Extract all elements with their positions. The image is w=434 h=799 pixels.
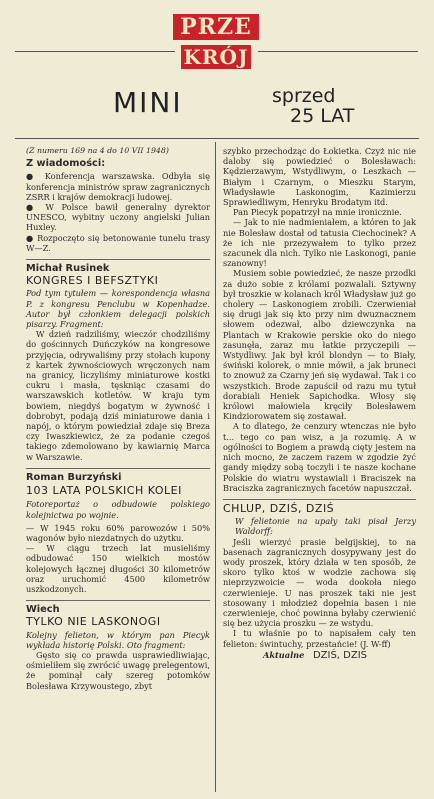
logo-bottom: KRÓJ xyxy=(181,45,251,69)
section-rule xyxy=(223,499,416,500)
footer-title: DZIŚ, DZIŚ xyxy=(312,649,368,661)
article-body: — Jak to nie nadmieniałem, a któren to jak nie Bolesław dostał od tatusia Ciechocinek? A że ich nie przezywałem to tylko przez szacunek dla nich. Tylko nie Laskonogi, panie szanowny! xyxy=(223,217,416,269)
mini-title: MINI xyxy=(113,86,183,119)
article-body: Pan Piecyk popatrzył na mnie ironicznie. xyxy=(233,207,402,218)
news-item: ● Konferencja warszawska. Odbyła się konferencja ministrów spraw zagranicznych ZSRR i krajów demokracji ludowej. xyxy=(26,171,210,202)
news-item: ● W Polsce bawił generalny dyrektor UNESCO, wybitny uczony angielski Julian Huxley. xyxy=(26,202,210,233)
article-intro: Kolejny felieton, w którym pan Piecyk wykłada historię Polski. Oto fragment: xyxy=(26,629,210,650)
left-column xyxy=(26,146,210,691)
article-intro: Fotoreportaż o odbudowie polskiego kolejnictwa po wojnie. xyxy=(26,499,210,520)
sprzed-word: sprzed xyxy=(272,85,336,107)
footer-label: Aktualne xyxy=(263,649,305,660)
years-label: 25 LAT xyxy=(290,105,355,127)
section-rule xyxy=(26,468,210,469)
article-intro: W felietonie na upały taki pisał Jerzy Waldorff: xyxy=(235,516,416,537)
article-author: Wiech xyxy=(26,604,60,616)
article-title: CHLUP, DZIŚ, DZIŚ xyxy=(223,501,335,515)
sprzed-title xyxy=(272,86,354,126)
right-column xyxy=(223,146,416,661)
article-intro: Pod tym tytułem — korespondencja własna P. z kongresu Penclubu w Kopenhadze. Autor był członkiem delegacji polskich pisarzy. Fragment: xyxy=(26,288,210,330)
article-body: I tu właśnie po to napisałem cały ten felieton: świntuchy, przestańcie! (J. W-ff) xyxy=(223,628,416,649)
column-divider xyxy=(215,142,216,792)
section-rule xyxy=(26,259,210,260)
section-rule xyxy=(26,600,210,601)
header-bottom-rule xyxy=(15,138,419,139)
news-heading: Z wiadomości: xyxy=(26,158,106,170)
article-body: Gęsto się co prawda usprawiedliwiając, ośmieliłem się zwrócić uwagę prelegentowi, że pominął cały szereg potomków Bolesława Krzywoustego, zbyt xyxy=(26,649,210,691)
logo-top: PRZE xyxy=(173,14,259,40)
article-body: — W 1945 roku 60% parowozów i 50% wagonów było niezdatnych do użytku. xyxy=(26,522,210,543)
article-body: Jeśli wierzyć prasie belgijskiej, to na basenach zagranicznych dosypywany jest do wody proszek, który działa w ten sposób, że skoro tylko ktoś w wodzie zachowa się nieprzyzwoicie — woda dookoła niego czerwienieje. U nas proszek taki nie jest stosowany i młodzież dopełnia basen i nie czerwienieje, choć powinna byłaby czerwienić się bez użycia proszku — ze wstydu. xyxy=(223,536,416,629)
news-item: ● Rozpoczęto się betonowanie tunelu trasy W—Z. xyxy=(26,232,210,253)
article-author: Michał Rusinek xyxy=(26,263,110,275)
article-body: szybko przechodząc do Łokietka. Czyż nic nie daloby się powiedzieć o Bolesławach: Kędzierzawym, Wstydliwym, o Leszkach — Białym i Czarnym, o Mieszku Starym, Władysławie Laskonogim, Kazimierzu Sprawiedliwym, Henryku Brodatym itd. xyxy=(223,146,416,208)
article-title: 103 LATA POLSKICH KOLEI xyxy=(26,484,182,498)
article-body: W dzień radziliśmy, wieczór chodziliśmy do gościnnych Duńczyków na kongresowe przyjęcia, odrywaliśmy przy stołach kupony z kartek żywnościowych wręczonych nam na granicy, liczyliśmy miniaturowe kostki cukru i masła, tęskniąc czasami do warszawskich kotletów. W kraju tym bowiem, niegdyś bogatym w żywność i dobrobyt, podają dziś miniaturowe dania i napój, o którym powiedział zdaje się Breza czy Iwaszkiewicz, że za podanie czegoś takiego zdemolowano by kawiarnię Marca w Warszawie. xyxy=(26,329,210,462)
article-title: KONGRES I BEFSZTYKI xyxy=(26,274,159,288)
article-body: A to dlatego, że cenzury wtenczas nie było t... tego co pan wisz, a ja rozumię. A w ogólności to Bogiem a prawdą cięty jestem na nich mocno, że zaczem razem w zgodzie żyć gandy między sobą toczyli i te nasze kochane Polskie do wiatru wystawiali i Braciszek na Braciszka zagranicznych facetów napuszczał. xyxy=(223,421,416,493)
header-rule-left xyxy=(15,51,175,52)
article-title: TYLKO NIE LASKONOGI xyxy=(26,615,161,629)
article-author: Roman Burzyński xyxy=(26,471,122,483)
header-rule-right xyxy=(258,51,418,52)
footer-line xyxy=(223,650,416,661)
article-body: — W ciągu trzech lat musieliśmy odbudować 150 wielkich mostów kolejowych łącznej długości 30 kilometrów oraz uruchomić 4500 kilometrów uszkodzonych. xyxy=(26,543,210,594)
article-body: Musiem sobie powiedzieć, że nasze przodki za dużo sobie z królami pozwalali. Sztywny był troszkie w kolanach król Władysław już go cholery — Laskonogiem zrobili. Czerwieniał się drugi jak się kto przy nim dwuznacznem słowem odezwał, albo dziewczynka na Plantach w Krakowie perskie oko do niego zasunęła, zaraz mu łatkie przyczepili — Wstydliwy. Jak był król blondyn — to Biały, świński kolorek, o mnie mówił, a jak bruneci to znowuż za Czarny jeń się wydawał. Tak i co wszystkich. Brode zapuścił od razu mu tytuł dorabiali Heniek Sapichodka. Włosy się królowi małowiela kręciły Bolesławem Kindziorowatem się zostawał. xyxy=(223,268,416,422)
issue-note: (Z numeru 169 na 4 do 10 VII 1948) xyxy=(26,146,169,155)
